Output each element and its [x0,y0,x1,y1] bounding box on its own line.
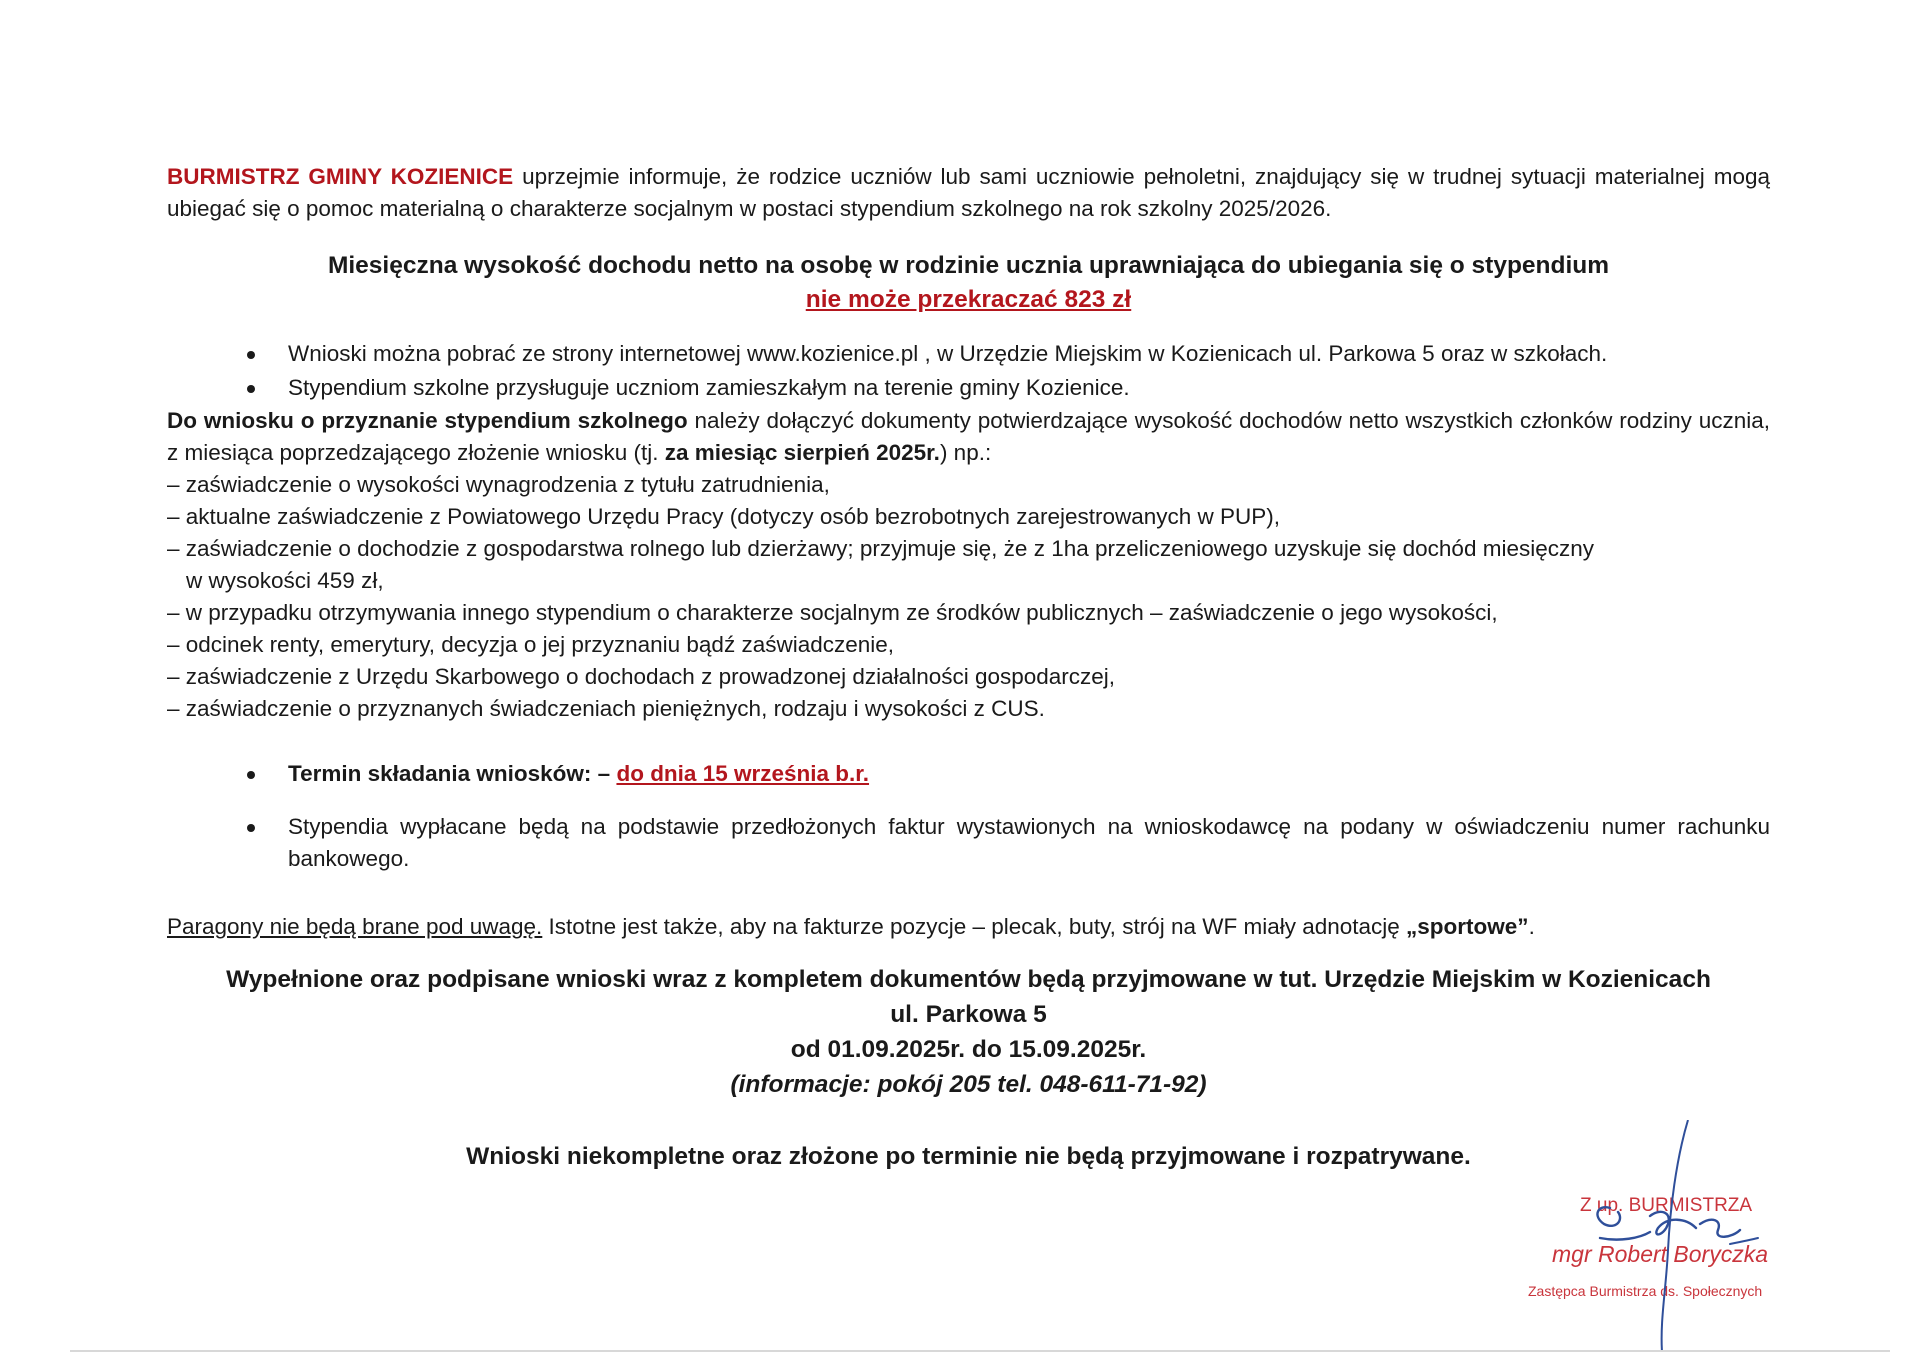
list-item-text: w wysokości 459 zł, [186,568,384,593]
submission-address: ul. Parkowa 5 [890,1001,1047,1028]
list-item: – zaświadczenie o przyznanych świadczeniach pieniężnych, rodzaju i wysokości z CUS. [167,696,1045,721]
submission-dates: od 01.09.2025r. do 15.09.2025r. [790,1036,1147,1063]
list-item-continuation [167,565,1770,597]
final-note: Wnioski niekompletne oraz złożone po terminie nie będą przyjmowane i rozpatrywane. [466,1143,1471,1170]
deadline-label: Termin składania wniosków: [288,761,592,786]
threshold-limit: nie może przekraczać 823 zł [805,286,1132,313]
submission-contact: (informacje: pokój 205 tel. 048-611-71-92) [730,1071,1207,1098]
stamp-authority: Z up. BURMISTRZA [1580,1195,1753,1216]
receipts-end: . [1528,914,1535,939]
stamp-name: mgr Robert Boryczka [1552,1241,1769,1267]
documents-text: należy dołączyć dokumenty potwierdzające wysokość dochodów netto wszystkich członków rodziny ucznia, z miesiąca poprzedzającego złożenie wniosku (tj. [167,408,1770,465]
bullet-icon [247,771,255,779]
receipts-note [167,911,1770,943]
deadline-value: do dnia 15 września b.r. [616,761,870,786]
income-threshold-heading [167,249,1770,317]
list-item: – odcinek renty, emerytury, decyzja o jej przyznaniu bądź zaświadczenie, [167,632,895,657]
issuer-name: BURMISTRZ GMINY KOZIENICE [167,164,514,189]
list-item: – zaświadczenie z Urzędu Skarbowego o dochodach z prowadzonej działalności gospodarczej, [167,664,1116,689]
intro-paragraph [167,161,1770,225]
documents-list [167,469,1770,725]
submission-line: Wypełnione oraz podpisane wnioski wraz z kompletem dokumentów będą przyjmowane w tut. Urzędzie Miejskim w Kozienicach [226,966,1711,993]
documents-lead: Do wniosku o przyznanie stypendium szkolnego [167,408,688,433]
scan-edge-divider [70,1350,1890,1352]
bullet-text: Wnioski można pobrać ze strony internetowej www.kozienice.pl , w Urzędzie Miejskim w Kozienicach ul. Parkowa 5 oraz w szkołach. [288,341,1608,366]
payment-text: Stypendia wypłacane będą na podstawie przedłożonych faktur wystawionych na wnioskodawcę na podany w oświadczeniu numer rachunku bankowego. [288,814,1770,871]
bullet-icon [247,824,255,832]
bullet-text: Stypendium szkolne przysługuje uczniom zamieszkałym na terenie gminy Kozienice. [288,375,1130,400]
submission-info [167,962,1770,1102]
list-item: – zaświadczenie o dochodzie z gospodarstwa rolnego lub dzierżawy; przyjmuje się, że z 1ha przeliczeniowego uzyskuje się dochód miesięczny [167,536,1594,561]
documents-month: za miesiąc sierpień 2025r. [664,440,940,465]
bullet-icon [247,385,255,393]
receipts-tag: „sportowe” [1406,914,1529,939]
bullet-icon [247,351,255,359]
handwritten-signature-icon [1500,1120,1830,1350]
list-item: – zaświadczenie o wysokości wynagrodzenia z tytułu zatrudnienia, [167,472,830,497]
stamp-role: Zastępca Burmistrza ds. Społecznych [1528,1283,1763,1299]
receipts-warning: Paragony nie będą brane pod uwagę. [167,914,543,939]
threshold-line: Miesięczna wysokość dochodu netto na osobę w rodzinie ucznia uprawniająca do ubiegania się o stypendium [327,252,1610,279]
intro-text: uprzejmie informuje, że rodzice uczniów lub sami uczniowie pełnoletni, znajdujący się w trudnej sytuacji materialnej mogą ubiegać się o pomoc materialną o charakterze socjalnym w postaci stypendium szkolnego na rok szkolny 2025/2026. [167,164,1770,221]
list-item: – w przypadku otrzymywania innego stypendium o charakterze socjalnym ze środków publicznych – zaświadczenie o jego wysokości, [167,600,1498,625]
documents-text-end: ) np.: [939,440,992,465]
receipts-text: Istotne jest także, aby na fakturze pozycje – plecak, buty, strój na WF miały adnotację [542,914,1407,939]
list-item: – aktualne zaświadczenie z Powiatowego Urzędu Pracy (dotyczy osób bezrobotnych zarejestrowanych w PUP), [167,504,1281,529]
signature-stamp [1500,1120,1830,1350]
documents-paragraph [167,405,1770,469]
deadline-dash: – [591,761,617,786]
